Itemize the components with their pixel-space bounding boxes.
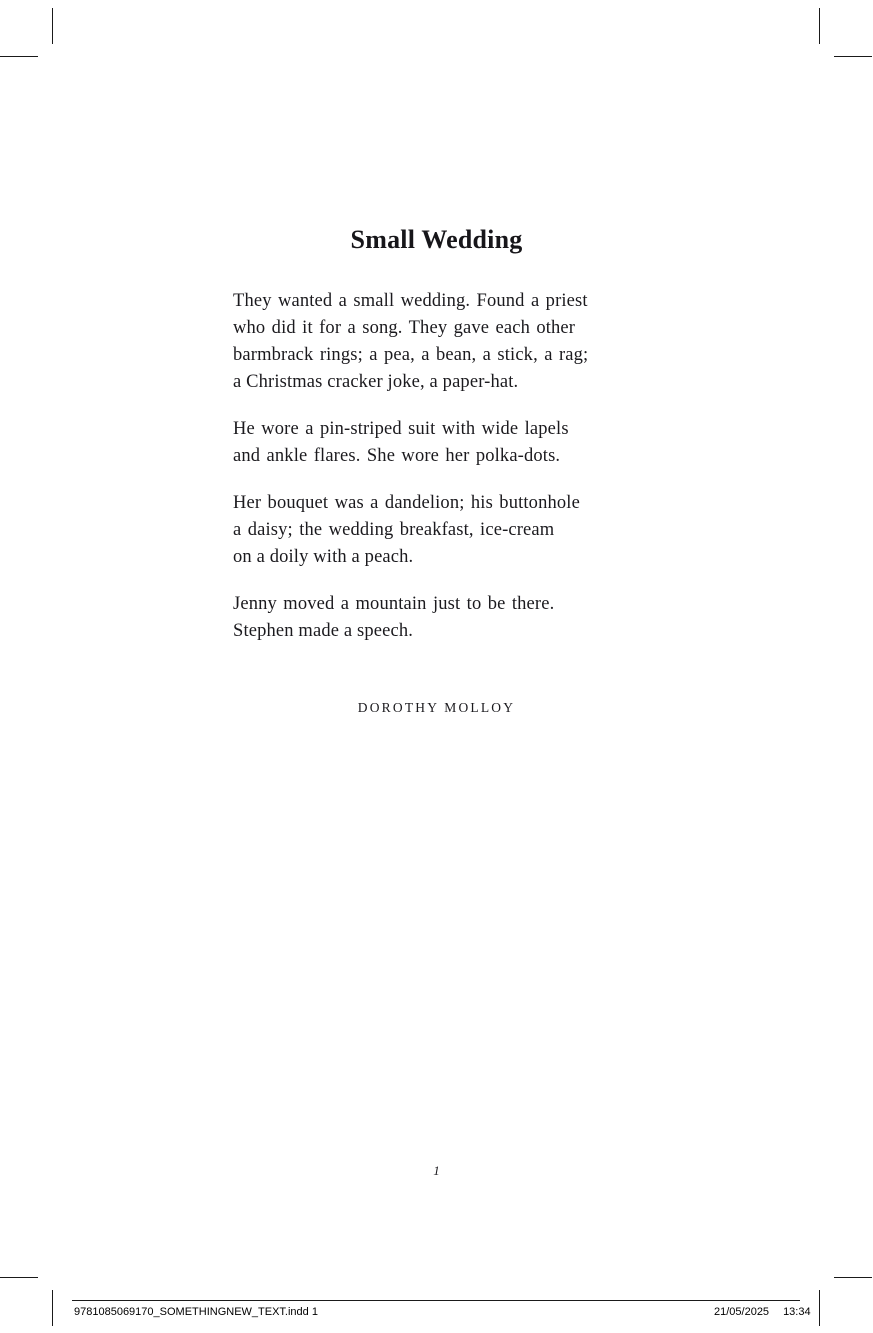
poem-stanza — [233, 490, 653, 571]
slug-rule — [72, 1300, 800, 1301]
poem-line: Jenny moved a mountain just to be there. — [233, 594, 555, 614]
poem-stanza — [233, 591, 653, 645]
poem-line: Her bouquet was a dandelion; his buttonhole — [233, 493, 580, 513]
poem-line: a Christmas cracker joke, a paper-hat. — [233, 372, 519, 392]
poem-body — [233, 288, 653, 645]
poem-line: a daisy; the wedding breakfast, ice-cream — [233, 520, 555, 540]
poem-line: on a doily with a peach. — [233, 547, 414, 567]
poem-author: DOROTHY MOLLOY — [357, 700, 516, 715]
poem-title: Small Wedding — [350, 225, 523, 255]
poem-stanza — [233, 416, 653, 470]
poem-line: barmbrack rings; a pea, a bean, a stick, a rag; — [233, 345, 589, 365]
slug-timestamp — [700, 1306, 811, 1318]
poem-line: who did it for a song. They gave each other — [233, 318, 576, 338]
slug-filename: 9781085069170_SOMETHINGNEW_TEXT.indd 1 — [74, 1306, 318, 1318]
slug-time: 13:34 — [783, 1306, 811, 1318]
poem-line: They wanted a small wedding. Found a priest — [233, 291, 588, 311]
poem-stanza — [233, 288, 653, 396]
poem-line: Stephen made a speech. — [233, 621, 414, 641]
poem-line: and ankle flares. She wore her polka-dots. — [233, 446, 561, 466]
slug-date: 21/05/2025 — [714, 1306, 770, 1318]
page-number: 1 — [433, 1163, 440, 1178]
poem-line: He wore a pin-striped suit with wide lapels — [233, 419, 569, 439]
